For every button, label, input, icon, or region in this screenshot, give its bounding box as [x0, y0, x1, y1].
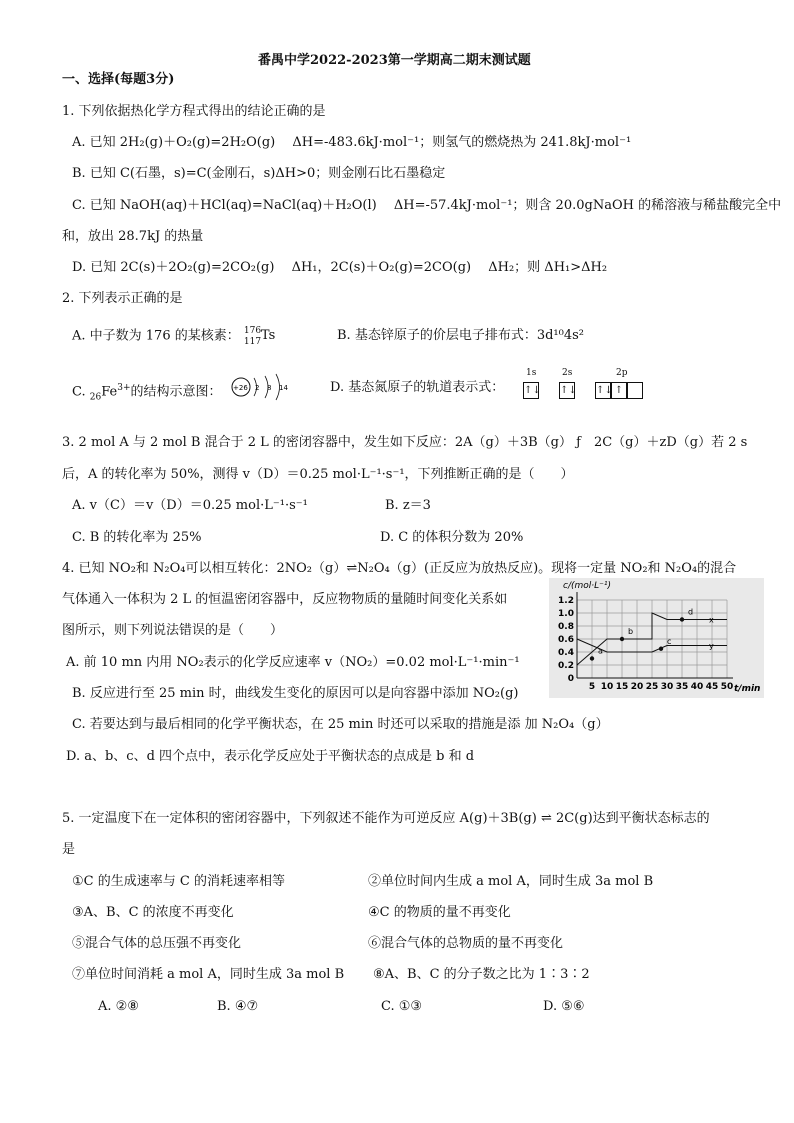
y-tick-label: 0.2	[558, 661, 574, 671]
q5-stem-line-2: 是	[62, 842, 76, 857]
q5-option-a: A. ②⑧	[98, 999, 139, 1014]
q1-option-a: A. 已知 2H₂(g)＋O₂(g)=2H₂O(g) ΔH=-483.6kJ·mol⁻¹；则氢气的燃烧热为 241.8kJ·mol⁻¹	[72, 135, 632, 150]
q2-option-d: D. 基态氮原子的轨道表示式：	[330, 380, 505, 395]
q5-item-4: ④C 的物质的量不再变化	[368, 905, 511, 920]
q3-stem-line-1: 3. 2 mol A 与 2 mol B 混合于 2 L 的密闭容器中，发生如下反应：2A（g）＋3B（g） ƒ 2C（g）＋zD（g）若 2 s	[62, 435, 748, 450]
q5-option-c: C. ①③	[381, 999, 423, 1014]
q5-item-5: ⑤混合气体的总压强不再变化	[72, 936, 242, 951]
q1-option-c-cont: 和，放出 28.7kJ 的热量	[62, 229, 204, 244]
series-label-x: x	[709, 615, 714, 625]
q5-item-2: ②单位时间内生成 a mol A，同时生成 3a mol B	[368, 874, 654, 889]
q1-option-b: B. 已知 C(石墨，s)=C(金刚石，s)ΔH>0；则金刚石比石墨稳定	[72, 166, 446, 181]
q4-stem-line-3: 图所示，则下列说法错误的是（ ）	[62, 623, 284, 638]
q3-option-c: C. B 的转化率为 25%	[72, 530, 202, 545]
nucleus-label: +26	[233, 384, 248, 392]
y-tick-label: 0.4	[558, 648, 574, 658]
q5-item-3: ③A、B、C 的浓度不再变化	[72, 905, 234, 920]
point-label-a: a	[598, 646, 603, 656]
q2-option-c: C. $_{26}Fe^{3+}$的结构示意图：	[72, 383, 222, 403]
x-tick-label: 15	[615, 682, 629, 692]
orbital-box-2p-1: ↑↓	[595, 382, 611, 399]
point-label-c: c	[667, 636, 672, 646]
q5-stem-line-1: 5. 一定温度下在一定体积的密闭容器中，下列叙述不能作为可逆反应 A(g)＋3B(g) ⇌ 2C(g)达到平衡状态标志的	[62, 811, 710, 826]
q5-item-1: ①C 的生成速率与 C 的消耗速率相等	[72, 874, 285, 889]
orbital-label-2p: 2p	[616, 368, 628, 378]
y-axis-label: c/(mol·L⁻¹)	[563, 581, 612, 591]
x-tick-label: 45	[705, 682, 719, 692]
y-tick-label: 0.6	[558, 635, 574, 645]
orbital-box-1s: ↑↓	[523, 382, 539, 399]
point-a	[590, 656, 594, 660]
fe-ion-structure-diagram	[230, 370, 292, 404]
x-tick-label: 10	[600, 682, 614, 692]
shell-1-count: 2	[255, 384, 260, 392]
orbital-box-2p-2: ↑	[611, 382, 627, 399]
orbital-diagram	[520, 368, 650, 404]
nuclide-symbol: 176 117 Ts	[243, 326, 276, 347]
x-axis-label: t/min	[734, 684, 761, 694]
x-tick-label: 50	[720, 682, 734, 692]
shell-3-count: 14	[279, 384, 288, 392]
x-tick-label: 25	[645, 682, 659, 692]
q5-item-6: ⑥混合气体的总物质的量不再变化	[368, 936, 564, 951]
shell-2-count: 8	[267, 384, 272, 392]
orbital-label-1s: 1s	[526, 368, 537, 378]
q5-item-8: ⑧A、B、C 的分子数之比为 1∶3∶2	[373, 967, 590, 982]
x-tick-label: 5	[588, 682, 596, 692]
q5-option-b: B. ④⑦	[217, 999, 259, 1014]
x-tick-label: 35	[675, 682, 689, 692]
q2-stem: 2. 下列表示正确的是	[62, 291, 183, 306]
y-tick-label: 0.8	[558, 622, 574, 632]
x-tick-label: 30	[660, 682, 674, 692]
q4-option-a: A. 前 10 mn 内用 NO₂表示的化学反应速率 v（NO₂）=0.02 mol·L⁻¹·min⁻¹	[66, 655, 520, 670]
q1-stem: 1. 下列依据热化学方程式得出的结论正确的是	[62, 104, 326, 119]
orbital-box-2s: ↑↓	[559, 382, 575, 399]
q3-option-a: A. v（C）＝v（D）＝0.25 mol·L⁻¹·s⁻¹	[72, 498, 308, 513]
q4-option-d: D. a、b、c、d 四个点中，表示化学反应处于平衡状态的点成是 b 和 d	[66, 749, 475, 764]
x-tick-label: 40	[690, 682, 704, 692]
q1-option-d: D. 已知 2C(s)＋2O₂(g)=2CO₂(g) ΔH₁，2C(s)＋O₂(g)=2CO(g) ΔH₂；则 ΔH₁>ΔH₂	[72, 260, 608, 275]
q1-option-c: C. 已知 NaOH(aq)＋HCl(aq)=NaCl(aq)＋H₂O(l) ΔH=-57.4kJ·mol⁻¹；则含 20.0gNaOH 的稀溶液与稀盐酸完全中	[72, 198, 782, 213]
orbital-box-2p-3	[627, 382, 643, 399]
series-label-y: y	[709, 641, 714, 651]
point-label-d: d	[688, 607, 694, 617]
q5-option-d: D. ⑤⑥	[543, 999, 585, 1014]
q4-stem-line-1: 4. 已知 NO₂和 N₂O₄可以相互转化：2NO₂（g）⇌N₂O₄（g）(正反应为放热反应)。现将一定量 NO₂和 N₂O₄的混合	[62, 561, 737, 576]
section-heading: 一、选择(每题3分)	[62, 72, 175, 87]
point-c	[659, 647, 663, 651]
y-tick-label: 0	[567, 674, 574, 684]
point-b	[620, 637, 624, 641]
q2-option-a: A. 中子数为 176 的某核素： 176 117 Ts	[72, 328, 278, 345]
page-title: 番禺中学2022-2023第一学期高二期末测试题	[258, 53, 531, 68]
orbital-label-2s: 2s	[562, 368, 573, 378]
q4-option-c: C. 若要达到与最后相同的化学平衡状态，在 25 min 时还可以采取的措施是添 加 N₂O₄（g）	[72, 717, 609, 732]
q2-option-b: B. 基态锌原子的价层电子排布式：3d¹⁰4s²	[337, 328, 584, 343]
q3-option-b: B. z＝3	[385, 498, 431, 513]
q5-item-7: ⑦单位时间消耗 a mol A，同时生成 3a mol B	[72, 967, 345, 982]
q3-stem-line-2: 后，A 的转化率为 50%，测得 v（D）＝0.25 mol·L⁻¹·s⁻¹，下列推断正确的是（ ）	[62, 467, 574, 482]
point-d	[680, 617, 684, 621]
point-label-b: b	[628, 627, 634, 636]
y-tick-label: 1.2	[558, 596, 574, 606]
y-tick-label: 1.0	[558, 609, 574, 619]
q4-option-b: B. 反应进行至 25 min 时，曲线发生变化的原因可以是向容器中添加 NO₂(g)	[72, 686, 519, 701]
q3-option-d: D. C 的体积分数为 20%	[380, 530, 524, 545]
x-tick-label: 20	[630, 682, 644, 692]
q4-stem-line-2: 气体通入一体积为 2 L 的恒温密闭容器中，反应物物质的量随时间变化关系如	[62, 592, 508, 607]
concentration-time-chart	[549, 578, 764, 698]
chart-background	[549, 578, 764, 698]
